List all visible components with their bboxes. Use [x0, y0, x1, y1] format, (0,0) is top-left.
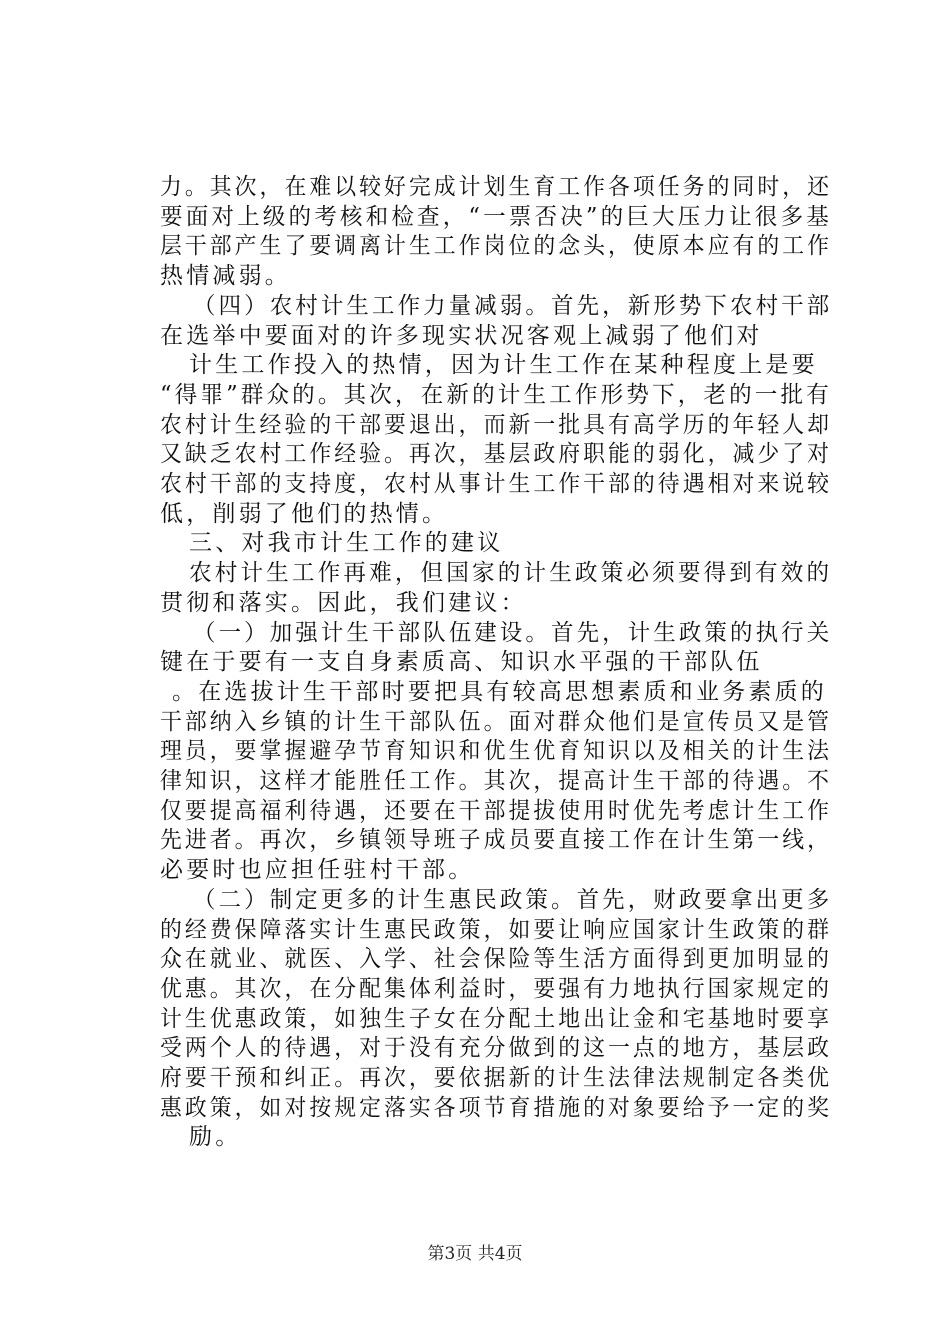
text-line: 惠政策，如对按规定落实各项节育措施的对象要给予一定的奖 [160, 1094, 833, 1121]
text-line: 优惠。其次，在分配集体利益时，要强有力地执行国家规定的 [160, 975, 833, 1002]
text-line: 律知识，这样才能胜任工作。其次，提高计生干部的待遇。不 [160, 768, 833, 794]
text-line: （二）制定更多的计生惠民政策。首先，财政要拿出更多 [193, 886, 833, 913]
text-line: 先进者。再次，乡镇领导班子成员要直接工作在计生第一线， [160, 827, 833, 854]
text-line: （四）农村计生工作力量减弱。首先，新形势下农村干部 [193, 292, 833, 319]
text-line: 贯彻和落实。因此，我们建议： [160, 589, 527, 616]
text-line: 的经费保障落实计生惠民政策，如要让响应国家计生政策的群 [160, 916, 833, 943]
text-line: 众在就业、就医、入学、社会保险等生活方面得到更加明显的 [160, 946, 833, 973]
text-line: 府要干预和纠正。再次，要依据新的计生法律法规制定各类优 [160, 1065, 833, 1091]
text-line: （一）加强计生干部队伍建设。首先，计生政策的执行关 [193, 619, 833, 646]
text-line: 仅要提高福利待遇，还要在干部提拔使用时优先考虑计生工作 [160, 797, 833, 824]
text-line: 热情减弱。 [160, 263, 291, 290]
text-line: 要面对上级的考核和检查，“一票否决”的巨大压力让很多基 [160, 203, 832, 230]
text-line: 干部纳入乡镇的计生干部队伍。面对群众他们是宣传员又是管 [160, 708, 833, 735]
text-line: 农村计生工作再难，但国家的计生政策必须要得到有效的 [189, 560, 833, 587]
text-line: 在选举中要面对的许多现实状况客观上减弱了他们对 [160, 322, 763, 349]
text-line: 农村计生经验的干部要退出，而新一批具有高学历的年轻人却 [160, 411, 833, 438]
section-heading: 三、对我市计生工作的建议 [189, 530, 504, 557]
page-number-footer: 第3页 共4页 [427, 1244, 523, 1264]
text-line: 层干部产生了要调离计生工作岗位的念头，使原本应有的工作 [160, 233, 833, 260]
text-line: 。在选拔计生干部时要把具有较高思想素质和业务素质的 [172, 678, 827, 705]
text-line: 力。其次，在难以较好完成计划生育工作各项任务的同时，还 [160, 174, 833, 200]
text-line: 计生工作投入的热情，因为计生工作在某种程度上是要 [189, 352, 818, 379]
text-line: “得罪”群众的。其次，在新的计生工作形势下，老的一批有 [160, 381, 832, 408]
text-line: 励。 [189, 1124, 242, 1151]
text-line: 必要时也应担任驻村干部。 [160, 857, 475, 884]
text-line: 受两个人的待遇，对于没有充分做到的这一点的地方，基层政 [160, 1035, 833, 1062]
text-line: 理员，要掌握避孕节育知识和优生优育知识以及相关的计生法 [160, 738, 833, 765]
text-line: 计生优惠政策，如独生子女在分配土地出让金和宅基地时要享 [160, 1005, 833, 1032]
text-line: 键在于要有一支自身素质高、知识水平强的干部队伍 [160, 649, 763, 676]
text-line: 农村干部的支持度，农村从事计生工作干部的待遇相对来说较 [160, 471, 833, 497]
text-line: 低，削弱了他们的热情。 [160, 500, 449, 527]
text-line: 又缺乏农村工作经验。再次，基层政府职能的弱化，减少了对 [160, 441, 833, 468]
